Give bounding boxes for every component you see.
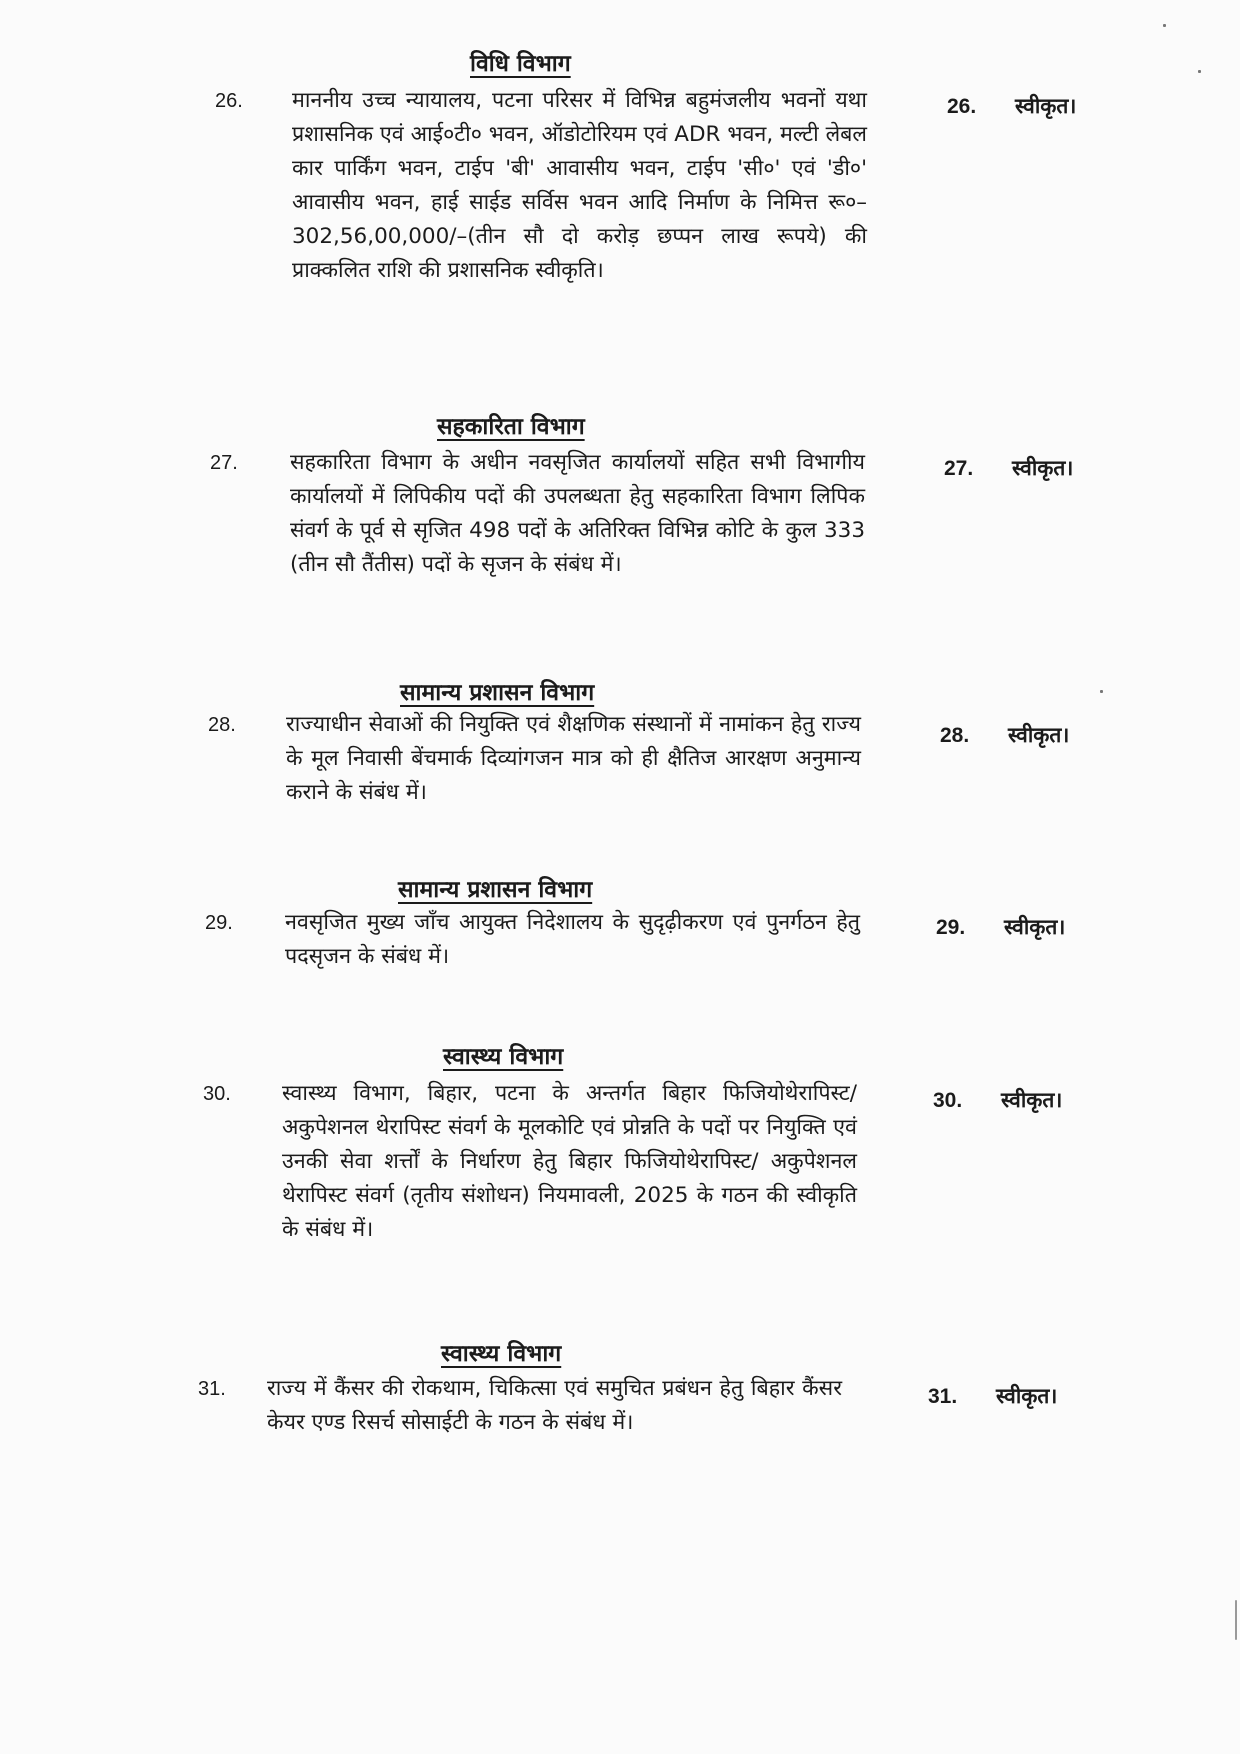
decision-number: 27.	[944, 457, 974, 480]
scan-speck	[1198, 70, 1201, 73]
item-number: 28.	[208, 714, 236, 736]
department-heading: स्वास्थ्य विभाग	[441, 1341, 562, 1367]
item-number: 27.	[210, 452, 238, 474]
department-heading: सामान्य प्रशासन विभाग	[398, 877, 593, 903]
item-description: राज्याधीन सेवाओं की नियुक्ति एवं शैक्षणिक संस्थानों में नामांकन हेतु राज्य के मूल निवासी बेंचमार्क दिव्यांगजन मात्र को ही क्षैतिज आरक्षण अनुमान्य कराने के संबंध में।	[286, 712, 861, 805]
scan-speck	[1100, 690, 1103, 693]
decision-status: स्वीकृत।	[1012, 456, 1074, 480]
decision-number: 30.	[933, 1089, 963, 1112]
scan-edge-mark	[1235, 1600, 1237, 1640]
item-number: 30.	[203, 1083, 231, 1105]
item-description: राज्य में कैंसर की रोकथाम, चिकित्सा एवं समुचित प्रबंधन हेतु बिहार कैंसर केयर एण्ड रिसर्च सोसाईटी के गठन के संबंध में।	[267, 1376, 842, 1435]
decision-number: 28.	[940, 724, 970, 747]
decision-status: स्वीकृत।	[996, 1384, 1058, 1408]
decision-status: स्वीकृत।	[1008, 723, 1070, 747]
decision-status: स्वीकृत।	[1004, 915, 1066, 939]
department-heading: सहकारिता विभाग	[437, 414, 585, 440]
item-number: 31.	[198, 1378, 226, 1400]
decision	[940, 718, 1069, 753]
decision-number: 31.	[928, 1385, 958, 1408]
decision	[928, 1379, 1057, 1414]
decision	[933, 1083, 1062, 1118]
department-heading: विधि विभाग	[470, 51, 571, 77]
item-number: 29.	[205, 912, 233, 934]
item-description: नवसृजित मुख्य जाँच आयुक्त निदेशालय के सुदृढ़ीकरण एवं पुनर्गठन हेतु पदसृजन के संबंध में।	[285, 910, 860, 969]
decision	[947, 89, 1076, 124]
decision-status: स्वीकृत।	[1015, 94, 1077, 118]
item-number: 26.	[215, 90, 243, 112]
item-description: स्वास्थ्य विभाग, बिहार, पटना के अन्तर्गत बिहार फिजियोथेरापिस्ट/अकुपेशनल थेरापिस्ट संवर्ग के मूलकोटि एवं प्रोन्नति के पदों पर नियुक्ति एवं उनकी सेवा शर्त्तों के निर्धारण हेतु बिहार फिजियोथेरापिस्ट/ अकुपेशनल थेरापिस्ट संवर्ग (तृतीय संशोधन) नियमावली, 2025 के गठन की स्वीकृति के संबंध में।	[282, 1081, 857, 1242]
item-description: सहकारिता विभाग के अधीन नवसृजित कार्यालयों सहित सभी विभागीय कार्यालयों में लिपिकीय पदों की उपलब्धता हेतु सहकारिता विभाग लिपिक संवर्ग के पूर्व से सृजित 498 पदों के अतिरिक्त विभिन्न कोटि के कुल 333 (तीन सौ तैंतीस) पदों के सृजन के संबंध में।	[290, 450, 865, 577]
item-description: माननीय उच्च न्यायालय, पटना परिसर में विभिन्न बहुमंजलीय भवनों यथा प्रशासनिक एवं आई०टी० भवन, ऑडोटोरियम एवं ADR भवन, मल्टी लेबल कार पार्किंग भवन, टाईप 'बी' आवासीय भवन, टाईप 'सी०' एवं 'डी०' आवासीय भवन, हाई साईड सर्विस भवन आदि निर्माण के निमित्त रू०–302,56,00,000/–(तीन सौ दो करोड़ छप्पन लाख रूपये) की प्राक्कलित राशि की प्रशासनिक स्वीकृति।	[292, 88, 867, 283]
decision	[944, 451, 1073, 486]
department-heading: सामान्य प्रशासन विभाग	[400, 680, 595, 706]
decision-number: 26.	[947, 95, 977, 118]
decision	[936, 910, 1065, 945]
scan-speck	[1163, 24, 1166, 27]
department-heading: स्वास्थ्य विभाग	[443, 1044, 564, 1070]
decision-number: 29.	[936, 916, 966, 939]
decision-status: स्वीकृत।	[1001, 1088, 1063, 1112]
